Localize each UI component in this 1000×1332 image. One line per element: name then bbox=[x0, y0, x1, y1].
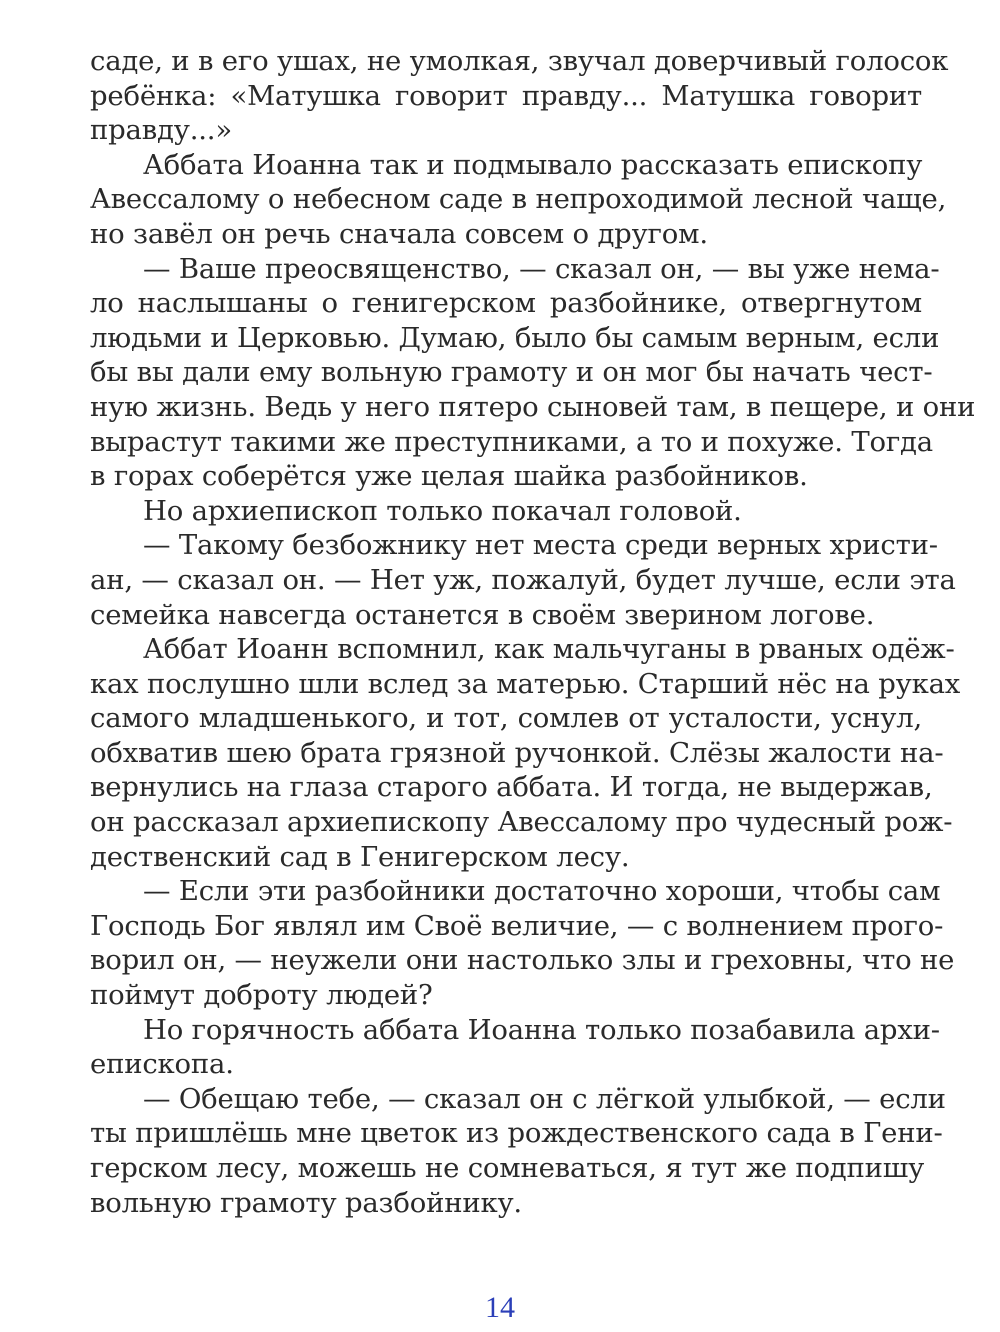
paragraph-first-line: — Такому безбожнику нет места среди верных христи- bbox=[143, 529, 938, 562]
paragraph-first-line: — Ваше преосвященство, — сказал он, — вы уже нема- bbox=[143, 252, 940, 285]
paragraph-first-line: — Обещаю тебе, — сказал он с лёгкой улыбкой, — если bbox=[143, 1082, 946, 1115]
page-number: 14 bbox=[485, 1291, 515, 1324]
text-line: епископа. bbox=[90, 1048, 234, 1081]
text-line: вырастут такими же преступниками, а то и похуже. Тогда bbox=[90, 425, 933, 458]
paragraph-first-line: Но горячность аббата Иоанна только позабавила архи- bbox=[143, 1013, 940, 1046]
text-line: в горах соберётся уже целая шайка разбойников. bbox=[90, 460, 808, 493]
text-line: вольную грамоту разбойнику. bbox=[90, 1186, 522, 1219]
text-line: поймут доброту людей? bbox=[90, 979, 433, 1012]
text-line: людьми и Церковью. Думаю, было бы самым верным, если bbox=[90, 321, 940, 354]
text-line: ную жизнь. Ведь у него пятеро сыновей там, в пещере, и они bbox=[90, 390, 976, 423]
text-line: обхватив шею брата грязной ручонкой. Слёзы жалости на- bbox=[90, 736, 944, 769]
text-line: ках послушно шли вслед за матерью. Старший нёс на руках bbox=[90, 667, 961, 700]
text-line: саде, и в его ушах, не умолкая, звучал доверчивый голосок bbox=[90, 45, 949, 77]
paragraph-first-line: Но архиепископ только покачал головой. bbox=[143, 494, 742, 527]
paragraph-first-line: — Если эти разбойники достаточно хороши, чтобы сам bbox=[143, 875, 941, 908]
text-line: ворил он, — неужели они настолько злы и греховны, что не bbox=[90, 944, 955, 977]
paragraph-first-line: Аббат Иоанн вспомнил, как мальчуганы в рваных одёж- bbox=[143, 633, 955, 666]
text-line: герском лесу, можешь не сомневаться, я тут же подпишу bbox=[90, 1152, 925, 1184]
text-line: правду...» bbox=[90, 114, 232, 147]
text-line: вернулись на глаза старого аббата. И тогда, не выдержав, bbox=[90, 771, 933, 804]
text-line: ты пришлёшь мне цветок из рождественского сада в Гени- bbox=[90, 1117, 943, 1150]
text-line: ан, — сказал он. — Нет уж, пожалуй, будет лучше, если эта bbox=[90, 563, 956, 596]
text-line: бы вы дали ему вольную грамоту и он мог бы начать чест- bbox=[90, 356, 933, 389]
text-line: Господь Бог являл им Своё величие, — с волнением прого- bbox=[90, 909, 944, 942]
text-line: семейка навсегда останется в своём зверином логове. bbox=[90, 598, 875, 631]
text-line: но завёл он речь сначала совсем о другом. bbox=[90, 217, 708, 250]
text-line: ло наслышаны о генигерском разбойнике, отвергнутом bbox=[90, 287, 922, 320]
paragraph-first-line: Аббата Иоанна так и подмывало рассказать епископу bbox=[143, 148, 923, 181]
text-line: самого младшенького, и тот, сомлев от усталости, уснул, bbox=[90, 702, 922, 735]
text-line: он рассказал архиепископу Авессалому про чудесный рож- bbox=[90, 806, 953, 839]
text-line: дественский сад в Генигерском лесу. bbox=[90, 840, 630, 873]
text-line: ребёнка: «Матушка говорит правду... Матушка говорит bbox=[90, 79, 922, 112]
page-text bbox=[90, 44, 976, 1220]
text-line: Авессалому о небесном саде в непроходимой лесной чаще, bbox=[90, 183, 947, 216]
